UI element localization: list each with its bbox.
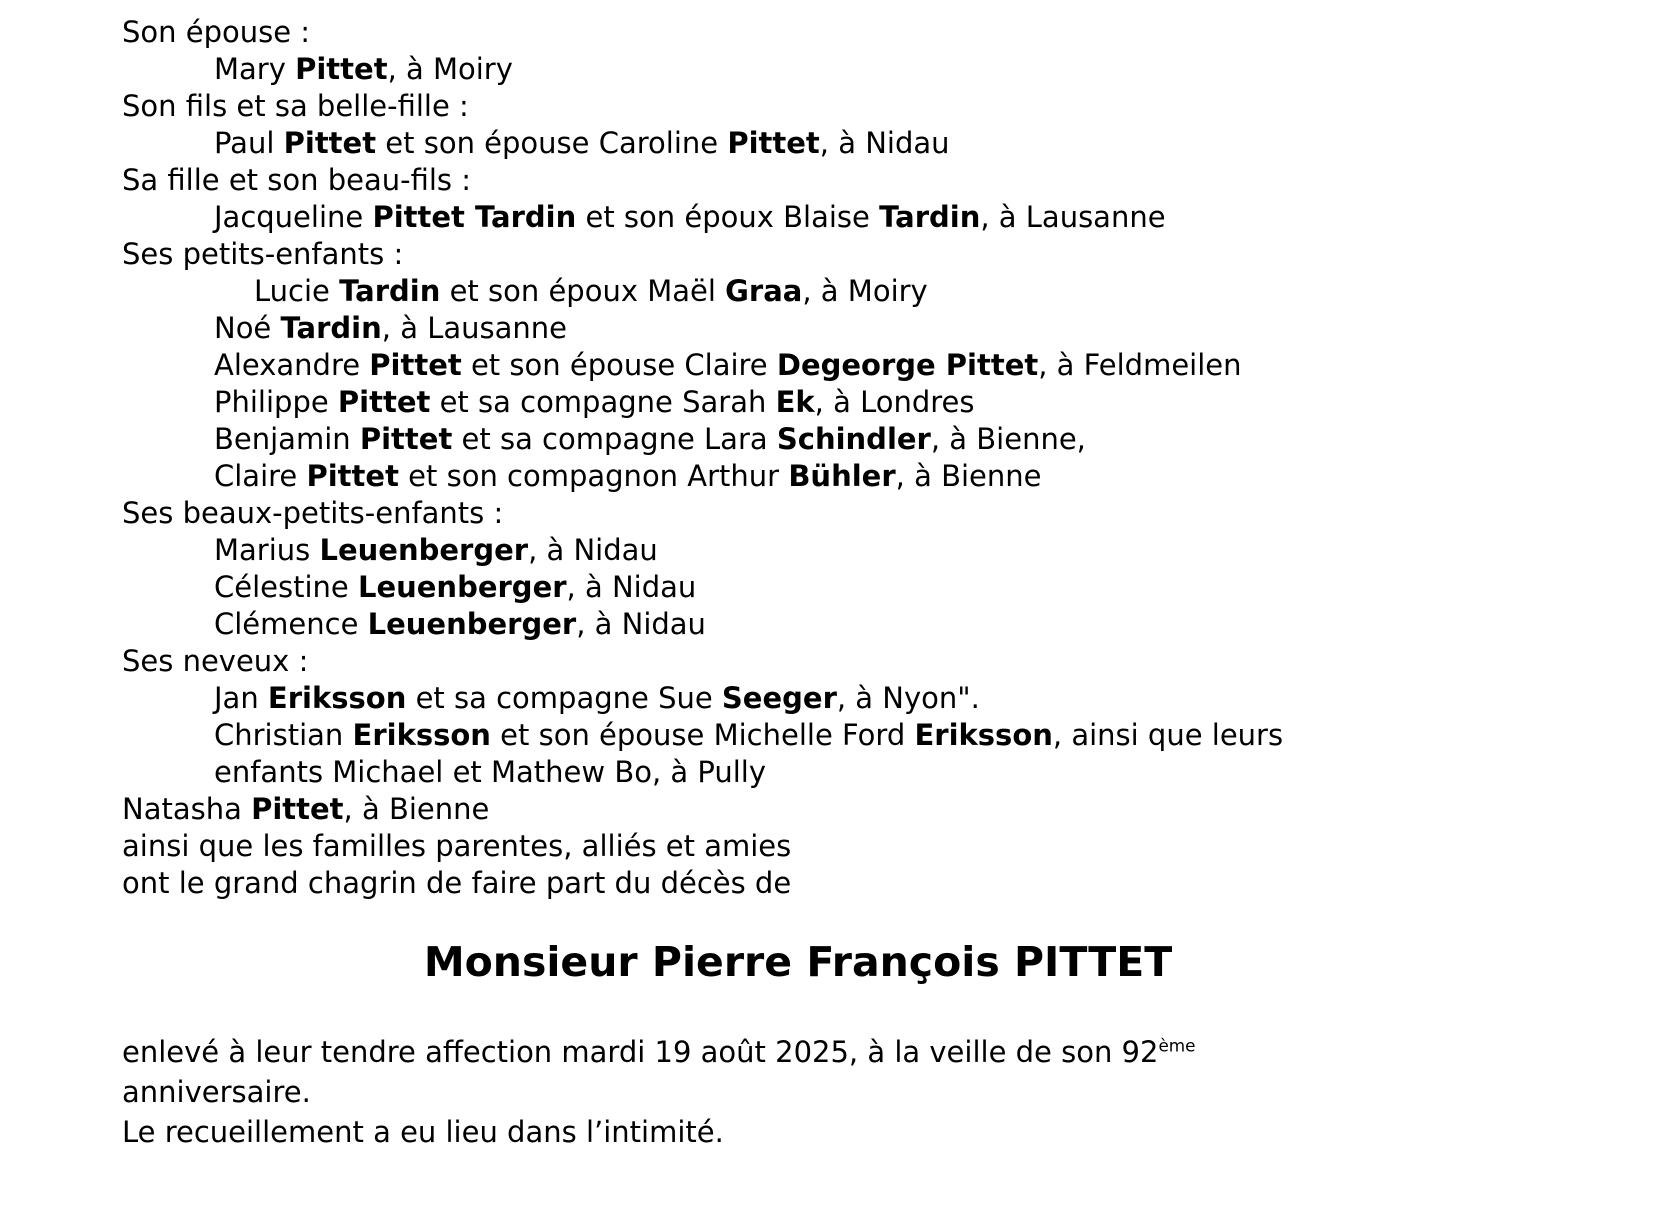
text-line: Jan Eriksson et sa compagne Sue Seeger, à Nyon". bbox=[214, 681, 980, 715]
text-line: Lucie Tardin et son époux Maël Graa, à Moiry bbox=[254, 274, 928, 308]
text-line: ont le grand chagrin de faire part du décès de bbox=[122, 866, 792, 900]
text-line: Mary Pittet, à Moiry bbox=[214, 52, 513, 86]
text-line: enfants Michael et Mathew Bo, à Pully bbox=[214, 755, 767, 789]
text-line: Benjamin Pittet et sa compagne Lara Schindler, à Bienne, bbox=[214, 422, 1086, 456]
text-line: Ses neveux : bbox=[122, 644, 309, 678]
text-line: enlevé à leur tendre affection mardi 19 août 2025, à la veille de son 92ème bbox=[122, 1035, 1196, 1069]
text-line: ainsi que les familles parentes, alliés et amies bbox=[122, 829, 792, 863]
text-line: Sa fille et son beau-fils : bbox=[122, 163, 472, 197]
closing-paragraph bbox=[122, 1032, 1474, 1152]
text-line: Alexandre Pittet et son épouse Claire Degeorge Pittet, à Feldmeilen bbox=[214, 348, 1242, 382]
text-line: Ses beaux-petits-enfants : bbox=[122, 496, 504, 530]
text-line: Paul Pittet et son épouse Caroline Pittet, à Nidau bbox=[214, 126, 950, 160]
text-line: Natasha Pittet, à Bienne bbox=[122, 792, 490, 826]
text-line: Marius Leuenberger, à Nidau bbox=[214, 533, 658, 567]
text-line: Célestine Leuenberger, à Nidau bbox=[214, 570, 697, 604]
text-line: Noé Tardin, à Lausanne bbox=[214, 311, 567, 345]
text-line: Christian Eriksson et son épouse Michelle Ford Eriksson, ainsi que leurs bbox=[214, 718, 1284, 752]
text-line: Ses petits-enfants : bbox=[122, 237, 404, 271]
text-line: Clémence Leuenberger, à Nidau bbox=[214, 607, 706, 641]
text-line: Claire Pittet et son compagnon Arthur Bühler, à Bienne bbox=[214, 459, 1042, 493]
deceased-name-title: Monsieur Pierre François PITTET bbox=[423, 938, 1173, 986]
text-line: Son fils et sa belle-fille : bbox=[122, 89, 469, 123]
text-line: Le recueillement a eu lieu dans l’intimité. bbox=[122, 1115, 724, 1149]
text-line: anniversaire. bbox=[122, 1075, 311, 1109]
text-line: Jacqueline Pittet Tardin et son époux Blaise Tardin, à Lausanne bbox=[214, 200, 1166, 234]
text-line: Son épouse : bbox=[122, 15, 311, 49]
family-list bbox=[122, 14, 1474, 902]
text-line: Philippe Pittet et sa compagne Sarah Ek, à Londres bbox=[214, 385, 975, 419]
